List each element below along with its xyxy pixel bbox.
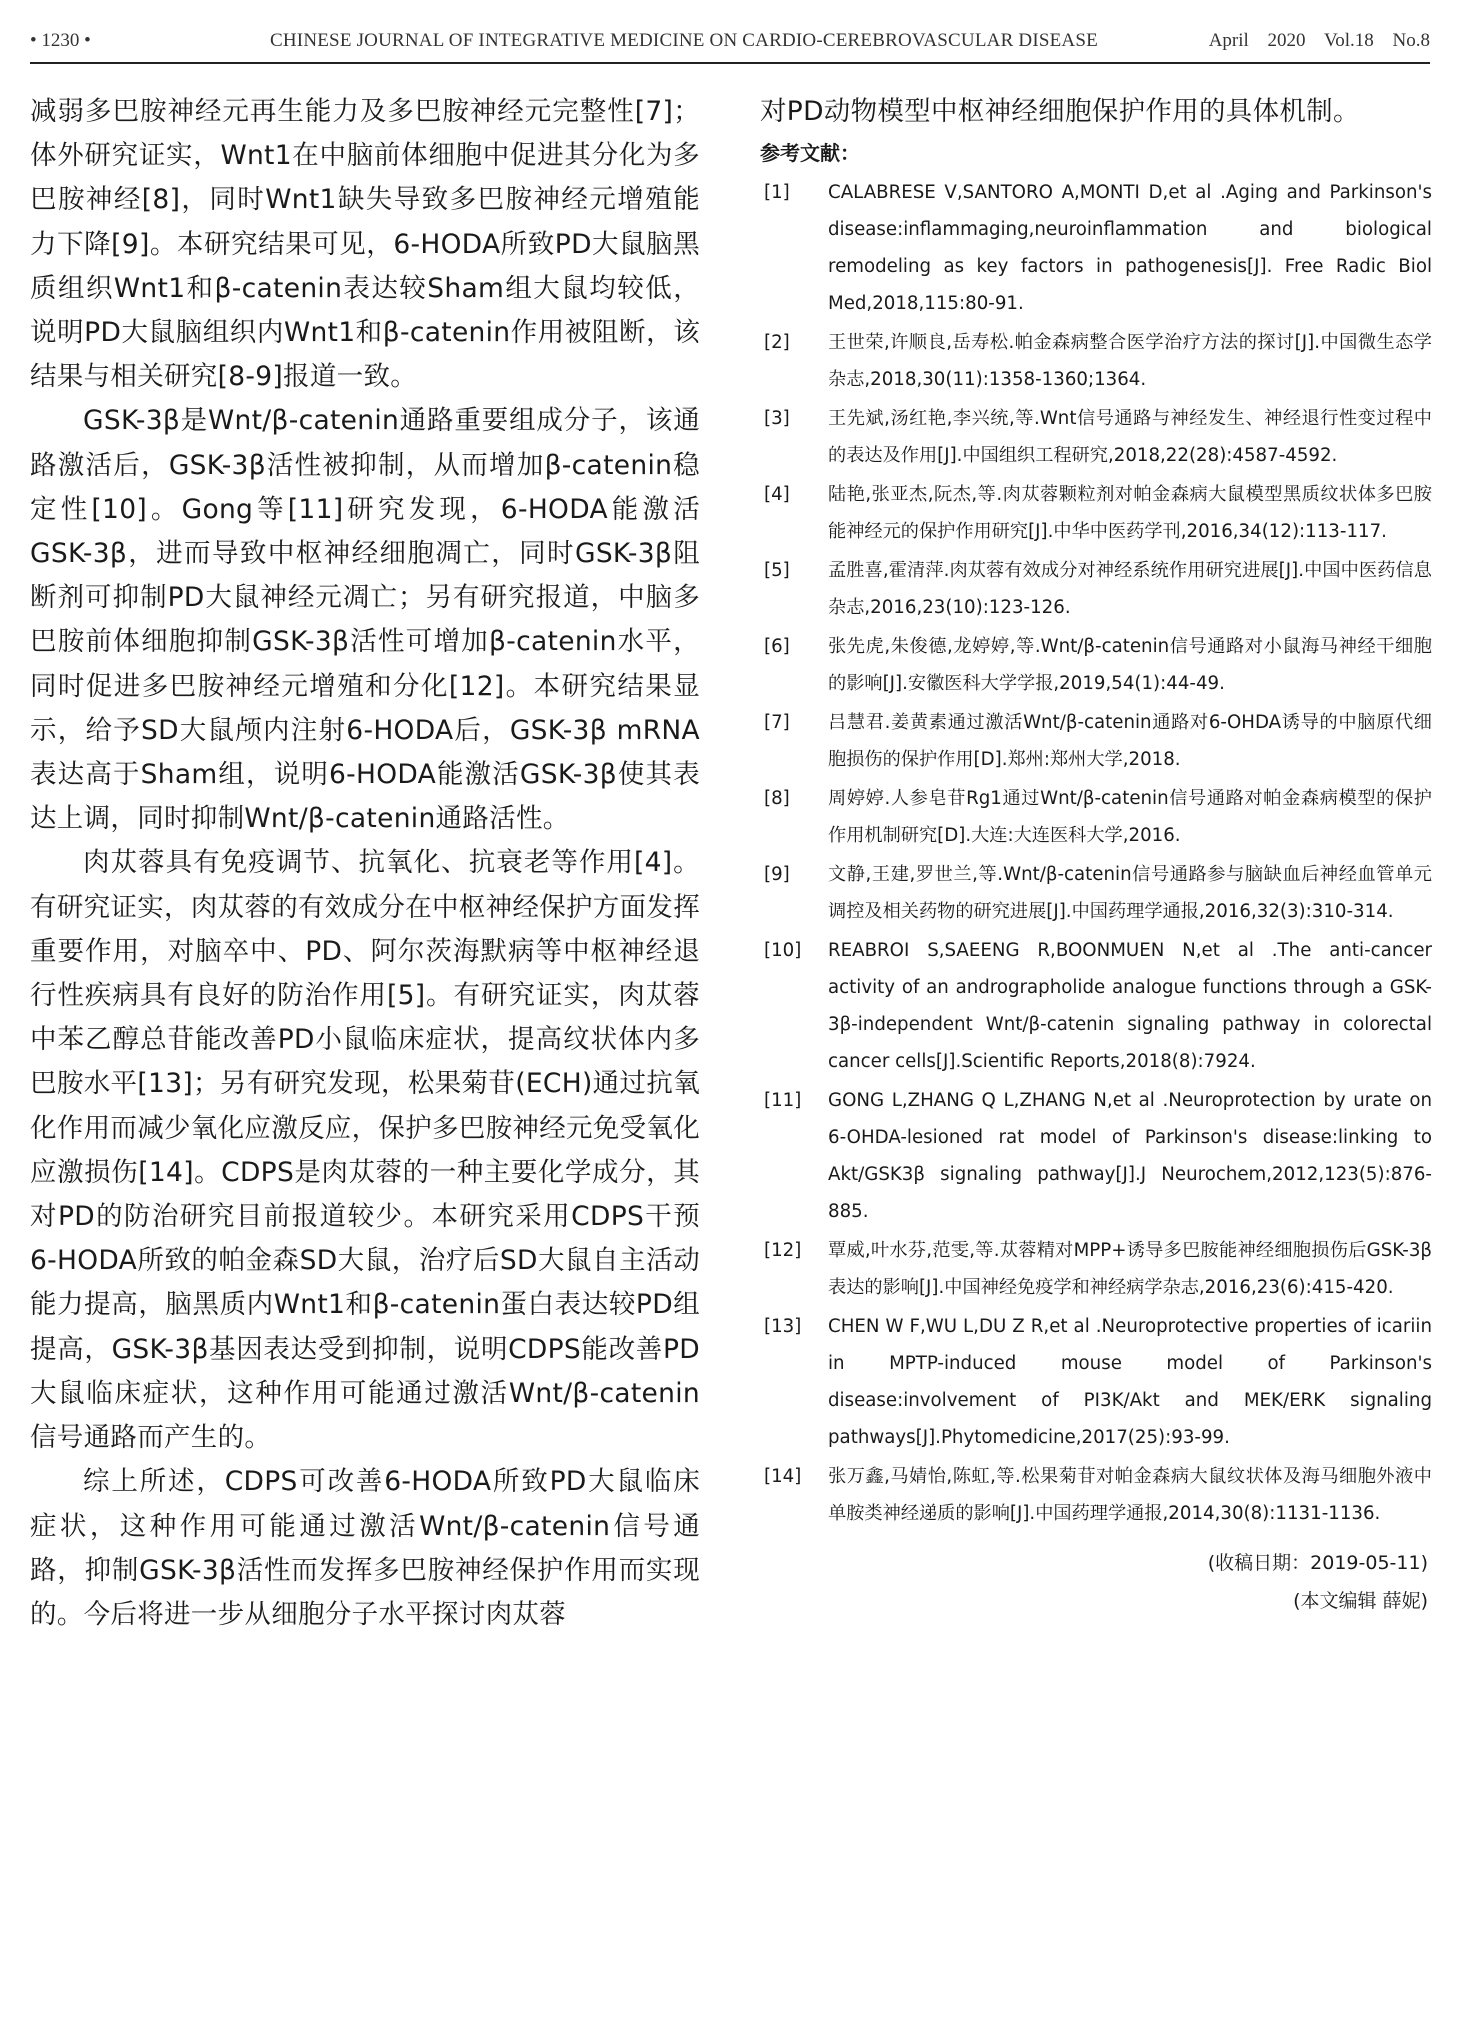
header-rule: [30, 62, 1430, 64]
reference-text: 张万鑫,马婧怡,陈虹,等.松果菊苷对帕金森病大鼠纹状体及海马细胞外液中单胺类神经递质的影响[J].中国药理学通报,2014,30(8):1131-1136.: [828, 1466, 1432, 1524]
reference-list: [760, 174, 1432, 1532]
journal-title: CHINESE JOURNAL OF INTEGRATIVE MEDICINE ON CARDIO-CEREBROVASCULAR DISEASE: [270, 30, 1098, 51]
left-column: [30, 90, 700, 1637]
reference-text: 吕慧君.姜黄素通过激活Wnt/β-catenin通路对6-OHDA诱导的中脑原代细胞损伤的保护作用[D].郑州:郑州大学,2018.: [828, 712, 1432, 770]
reference-text: 孟胜喜,霍清萍.肉苁蓉有效成分对神经系统作用研究进展[J].中国中医药信息杂志,2016,23(10):123-126.: [828, 560, 1432, 618]
reference-text: 王世荣,许顺良,岳寿松.帕金森病整合医学治疗方法的探讨[J].中国微生态学杂志,2018,30(11):1358-1360;1364.: [828, 332, 1432, 390]
reference-number: [2]: [764, 332, 790, 353]
reference-item: [760, 1082, 1432, 1230]
reference-item: [760, 1458, 1432, 1532]
page-number: • 1230 •: [30, 30, 91, 51]
reference-text: GONG L,ZHANG Q L,ZHANG N,et al .Neuroprotection by urate on 6-OHDA-lesioned rat model of Parkinson's disease:linking to Akt/GSK3β signaling pathway[J].J Neurochem,2012,123(5):876-885.: [828, 1090, 1432, 1222]
paragraph: 减弱多巴胺神经元再生能力及多巴胺神经元完整性[7]；体外研究证实，Wnt1在中脑前体细胞中促进其分化为多巴胺神经[8]，同时Wnt1缺失导致多巴胺神经元增殖能力下降[9]。本研究结果可见，6-HODA所致PD大鼠脑黑质组织Wnt1和β-catenin表达较Sham组大鼠均较低，说明PD大鼠脑组织内Wnt1和β-catenin作用被阻断，该结果与相关研究[8-9]报道一致。: [30, 96, 700, 393]
reference-number: [3]: [764, 408, 790, 429]
references-heading: 参考文献：: [760, 141, 860, 165]
reference-number: [1]: [764, 182, 790, 203]
editor-credit: (本文编辑 薛妮): [1293, 1590, 1428, 1612]
reference-item: [760, 856, 1432, 930]
reference-text: 周婷婷.人参皂苷Rg1通过Wnt/β-catenin信号通路对帕金森病模型的保护作用机制研究[D].大连:大连医科大学,2016.: [828, 788, 1432, 846]
reference-text: 陆艳,张亚杰,阮杰,等.肉苁蓉颗粒剂对帕金森病大鼠模型黑质纹状体多巴胺能神经元的保护作用研究[J].中华中医药学刊,2016,34(12):113-117.: [828, 484, 1432, 542]
paragraph-continuation: 对PD动物模型中枢神经细胞保护作用的具体机制。: [760, 96, 1360, 127]
reference-text: CALABRESE V,SANTORO A,MONTI D,et al .Aging and Parkinson's disease:inflammaging,neuroinflammation and biological remodeling as key factors in pathogenesis[J]. Free Radic Biol Med,2018,115:80-91.: [828, 182, 1432, 314]
reference-number: [5]: [764, 560, 790, 581]
reference-item: [760, 324, 1432, 398]
reference-item: [760, 174, 1432, 322]
reference-item: [760, 1308, 1432, 1456]
reference-item: [760, 628, 1432, 702]
received-date: (收稿日期：2019-05-11): [1207, 1552, 1428, 1574]
reference-text: 王先斌,汤红艳,李兴统,等.Wnt信号通路与神经发生、神经退行性变过程中的表达及作用[J].中国组织工程研究,2018,22(28):4587-4592.: [828, 408, 1432, 466]
reference-text: 张先虎,朱俊德,龙婷婷,等.Wnt/β-catenin信号通路对小鼠海马神经干细胞的影响[J].安徽医科大学学报,2019,54(1):44-49.: [828, 636, 1432, 694]
reference-text: 覃威,叶水芬,范雯,等.苁蓉精对MPP+诱导多巴胺能神经细胞损伤后GSK-3β表达的影响[J].中国神经免疫学和神经病学杂志,2016,23(6):415-420.: [828, 1240, 1432, 1298]
reference-item: [760, 780, 1432, 854]
reference-number: [10]: [764, 940, 802, 961]
paragraph: GSK-3β是Wnt/β-catenin通路重要组成分子，该通路激活后，GSK-3β活性被抑制，从而增加β-catenin稳定性[10]。Gong等[11]研究发现，6-HODA能激活GSK-3β，进而导致中枢神经细胞凋亡，同时GSK-3β阻断剂可抑制PD大鼠神经元凋亡；另有研究报道，中脑多巴胺前体细胞抑制GSK-3β活性可增加β-catenin水平，同时促进多巴胺神经元增殖和分化[12]。本研究结果显示，给予SD大鼠颅内注射6-HODA后，GSK-3β mRNA表达高于Sham组，说明6-HODA能激活GSK-3β使其表达上调，同时抑制Wnt/β-catenin通路活性。: [30, 405, 700, 835]
reference-number: [11]: [764, 1090, 802, 1111]
reference-item: [760, 704, 1432, 778]
reference-item: [760, 476, 1432, 550]
reference-number: [9]: [764, 864, 790, 885]
reference-item: [760, 400, 1432, 474]
reference-number: [6]: [764, 636, 790, 657]
reference-number: [8]: [764, 788, 790, 809]
reference-text: CHEN W F,WU L,DU Z R,et al .Neuroprotective properties of icariin in MPTP-induced mouse model of Parkinson's disease:involvement of PI3K/Akt and MEK/ERK signaling pathways[J].Phytomedicine,2017(25):93-99.: [828, 1316, 1432, 1448]
reference-number: [7]: [764, 712, 790, 733]
reference-text: 文静,王建,罗世兰,等.Wnt/β-catenin信号通路参与脑缺血后神经血管单元调控及相关药物的研究进展[J].中国药理学通报,2016,32(3):310-314.: [828, 864, 1432, 922]
running-header: [30, 30, 1430, 64]
reference-item: [760, 552, 1432, 626]
reference-number: [14]: [764, 1466, 802, 1487]
paragraph: 肉苁蓉具有免疫调节、抗氧化、抗衰老等作用[4]。有研究证实，肉苁蓉的有效成分在中枢神经保护方面发挥重要作用，对脑卒中、PD、阿尔茨海默病等中枢神经退行性疾病具有良好的防治作用[5]。有研究证实，肉苁蓉中苯乙醇总苷能改善PD小鼠临床症状，提高纹状体内多巴胺水平[13]；另有研究发现，松果菊苷(ECH)通过抗氧化作用而减少氧化应激反应，保护多巴胺神经元免受氧化应激损伤[14]。CDPS是肉苁蓉的一种主要化学成分，其对PD的防治研究目前报道较少。本研究采用CDPS干预6-HODA所致的帕金森SD大鼠，治疗后SD大鼠自主活动能力提高，脑黑质内Wnt1和β-catenin蛋白表达较PD组提高，GSK-3β基因表达受到抑制，说明CDPS能改善PD大鼠临床症状，这种作用可能通过激活Wnt/β-catenin信号通路而产生的。: [30, 847, 700, 1454]
reference-number: [13]: [764, 1316, 802, 1337]
reference-number: [4]: [764, 484, 790, 505]
reference-text: REABROI S,SAEENG R,BOONMUEN N,et al .The anti-cancer activity of an andrographolide analogue functions through a GSK-3β-independent Wnt/β-catenin signaling pathway in colorectal cancer cells[J].Scientific Reports,2018(8):7924.: [828, 940, 1432, 1072]
issue-info: April 2020 Vol.18 No.8: [1208, 30, 1430, 51]
right-column: [760, 90, 1432, 1620]
reference-item: [760, 932, 1432, 1080]
paragraph: 综上所述，CDPS可改善6-HODA所致PD大鼠临床症状，这种作用可能通过激活Wnt/β-catenin信号通路，抑制GSK-3β活性而发挥多巴胺神经保护作用而实现的。今后将进一步从细胞分子水平探讨肉苁蓉: [30, 1466, 700, 1630]
reference-number: [12]: [764, 1240, 802, 1261]
reference-item: [760, 1232, 1432, 1306]
